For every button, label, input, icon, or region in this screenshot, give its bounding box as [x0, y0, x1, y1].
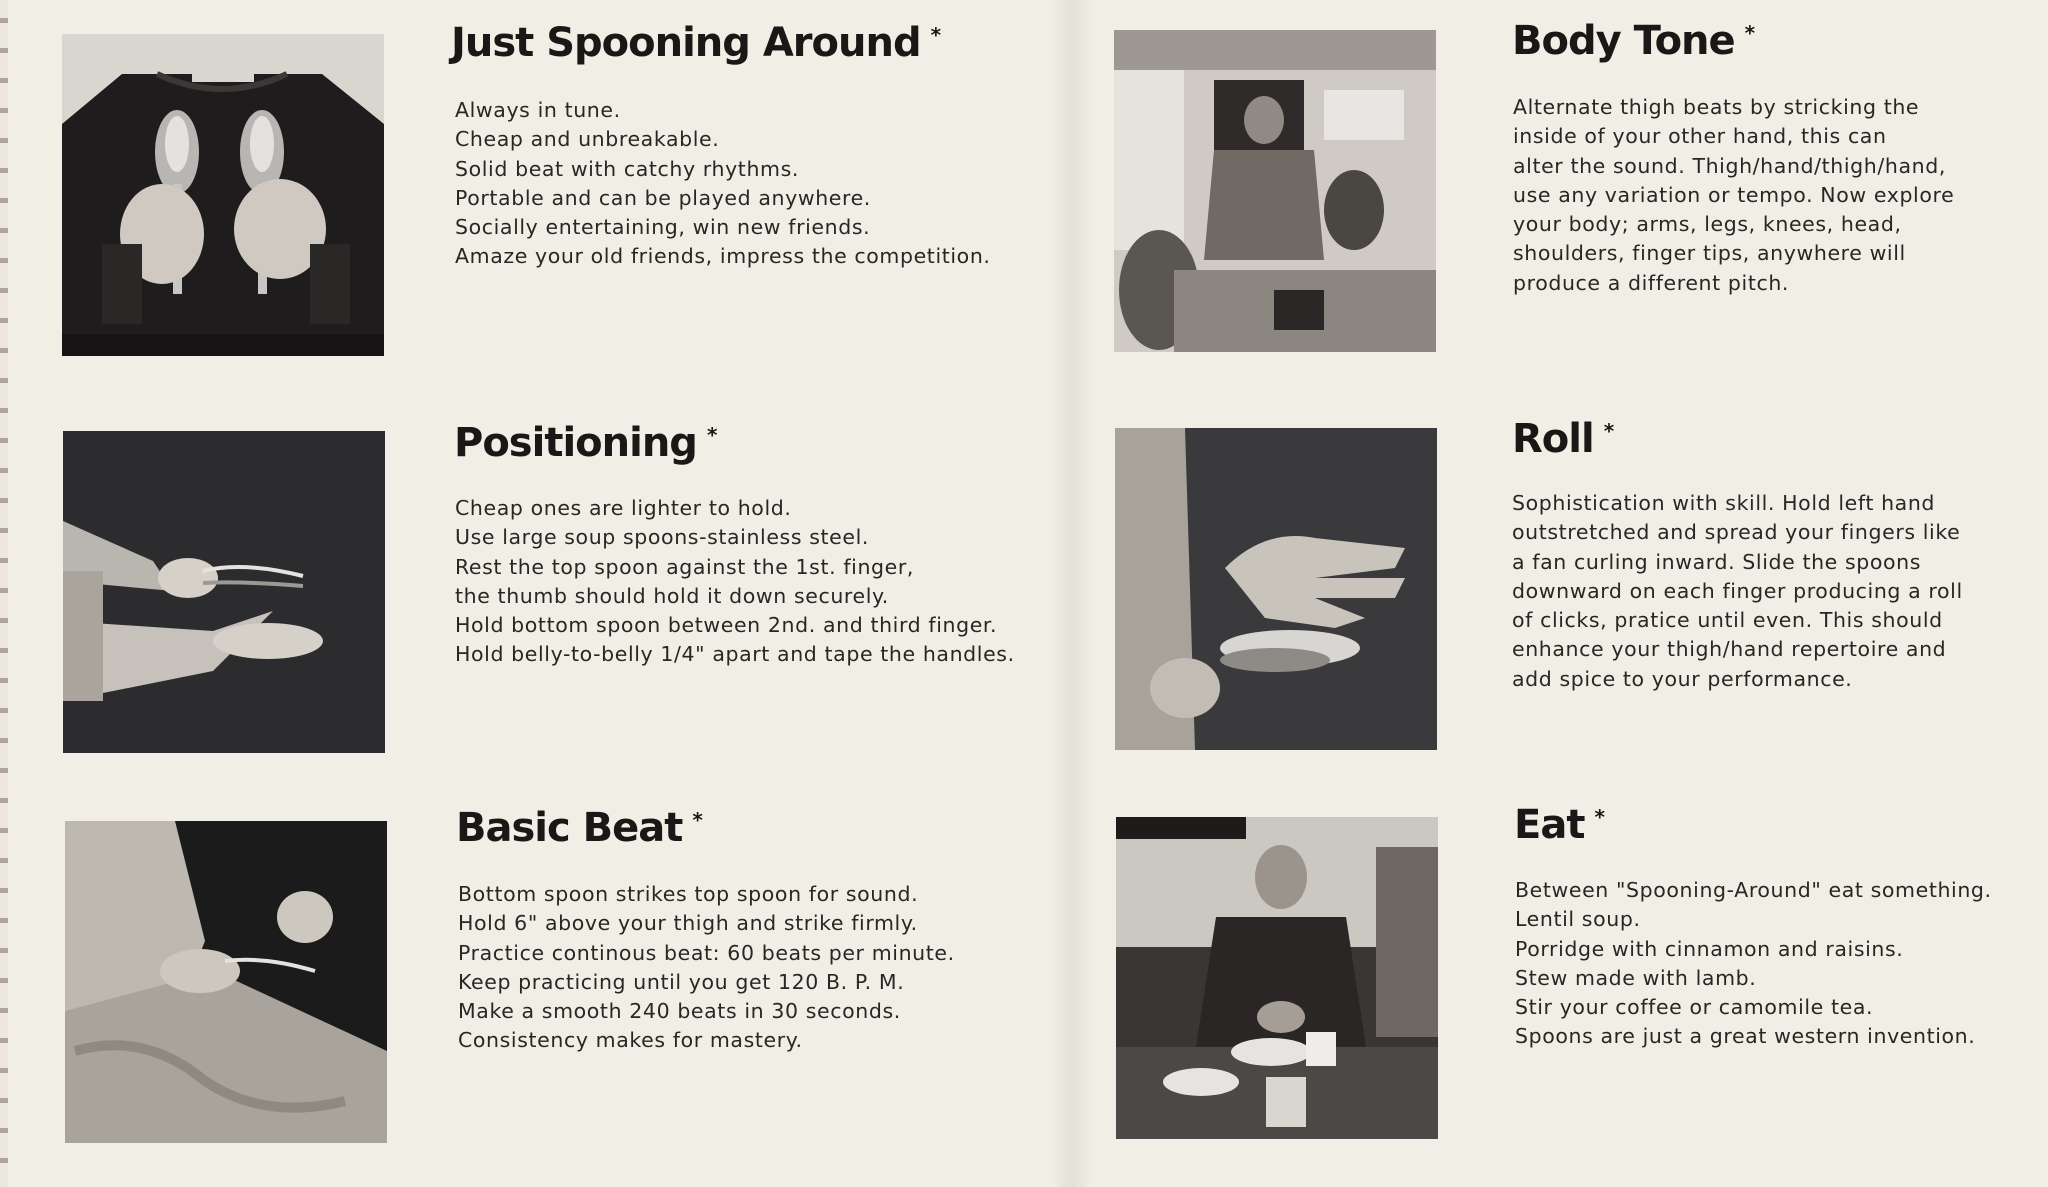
asterisk: * [1603, 419, 1614, 443]
photo-diner-player [1114, 30, 1436, 352]
heading-text: Roll [1512, 416, 1594, 462]
text-just-spooning-around [455, 96, 991, 272]
photo-diner-meal [1116, 817, 1438, 1139]
heading-positioning [454, 420, 716, 466]
heading-basic-beat [456, 805, 702, 851]
text-body-tone [1513, 93, 1954, 298]
text-line: your body; arms, legs, knees, head, [1513, 212, 1902, 237]
photo-thigh-beat-image [65, 821, 387, 1143]
text-line: Portable and can be played anywhere. [455, 185, 871, 210]
text-line: Cheap ones are lighter to hold. [455, 496, 792, 520]
text-line: Use large soup spoons-stainless steel. [455, 525, 869, 550]
text-line: Hold bottom spoon between 2nd. and third finger. [455, 613, 998, 638]
heading-text: Positioning [454, 420, 697, 466]
text-line: Alternate thigh beats by stricking the [1513, 95, 1920, 119]
text-line: enhance your thigh/hand repertoire and [1512, 637, 1947, 662]
photo-two-spoons [62, 34, 384, 356]
text-line: downward on each finger producing a roll [1512, 578, 1963, 603]
spiral-binding [0, 0, 8, 1187]
text-positioning [455, 494, 1015, 670]
photo-hands-positioning-image [63, 431, 385, 753]
text-line: the thumb should hold it down securely. [455, 583, 889, 608]
heading-roll [1512, 416, 1613, 462]
text-line: Spoons are just a great western invention. [1515, 1024, 1976, 1049]
photo-finger-roll [1115, 428, 1437, 750]
asterisk: * [1744, 21, 1755, 45]
text-line: add spice to your performance. [1512, 666, 1853, 691]
heading-eat [1514, 802, 1604, 848]
photo-diner-player-image [1114, 30, 1436, 352]
text-line: Porridge with cinnamon and raisins. [1515, 936, 1904, 961]
text-basic-beat [458, 880, 955, 1056]
text-line: Bottom spoon strikes top spoon for sound. [458, 882, 919, 906]
heading-text: Eat [1514, 802, 1585, 848]
text-line: a fan curling inward. Slide the spoons [1512, 549, 1922, 574]
text-line: Rest the top spoon against the 1st. finger, [455, 554, 915, 579]
text-line: shoulders, finger tips, anywhere will [1513, 241, 1906, 266]
photo-finger-roll-image [1115, 428, 1437, 750]
text-line: Lentil soup. [1515, 907, 1641, 932]
text-line: Amaze your old friends, impress the competition. [455, 244, 991, 269]
asterisk: * [692, 808, 702, 832]
text-line: Make a smooth 240 beats in 30 seconds. [458, 999, 901, 1024]
asterisk: * [1594, 805, 1604, 829]
text-line: Stir your coffee or camomile tea. [1515, 995, 1874, 1020]
text-line: Solid beat with catchy rhythms. [455, 156, 799, 181]
photo-diner-meal-image [1116, 817, 1438, 1139]
text-line: of clicks, pratice until even. This should [1512, 608, 1943, 633]
text-line: Keep practicing until you get 120 B. P. M. [458, 969, 905, 994]
text-line: Stew made with lamb. [1515, 965, 1757, 990]
heading-text: Just Spooning Around [451, 20, 921, 66]
text-line: Consistency makes for mastery. [458, 1028, 803, 1053]
text-line: Between "Spooning-Around" eat something. [1515, 878, 1992, 902]
text-line: outstretched and spread your fingers like [1512, 520, 1961, 545]
text-line: alter the sound. Thigh/hand/thigh/hand, [1513, 153, 1946, 178]
text-line: Cheap and unbreakable. [455, 127, 720, 152]
photo-hands-positioning [63, 431, 385, 753]
text-roll [1512, 489, 1963, 694]
asterisk: * [930, 23, 941, 47]
heading-body-tone [1512, 18, 1754, 64]
text-line: Always in tune. [455, 98, 621, 122]
heading-text: Basic Beat [456, 805, 683, 851]
text-line: produce a different pitch. [1513, 270, 1790, 295]
heading-just-spooning-around [451, 20, 940, 66]
text-line: Socially entertaining, win new friends. [455, 215, 871, 240]
heading-text: Body Tone [1512, 18, 1735, 64]
photo-thigh-beat [65, 821, 387, 1143]
photo-two-spoons-image [62, 34, 384, 356]
text-line: use any variation or tempo. Now explore [1513, 182, 1955, 207]
asterisk: * [706, 423, 717, 447]
text-line: Hold 6" above your thigh and strike firmly. [458, 911, 918, 936]
text-line: Hold belly-to-belly 1/4" apart and tape the handles. [455, 642, 1015, 667]
page-fold [1052, 0, 1092, 1187]
text-eat [1515, 876, 1992, 1052]
text-line: inside of your other hand, this can [1513, 124, 1887, 149]
text-line: Sophistication with skill. Hold left hand [1512, 491, 1936, 515]
text-line: Practice continous beat: 60 beats per minute. [458, 940, 955, 965]
